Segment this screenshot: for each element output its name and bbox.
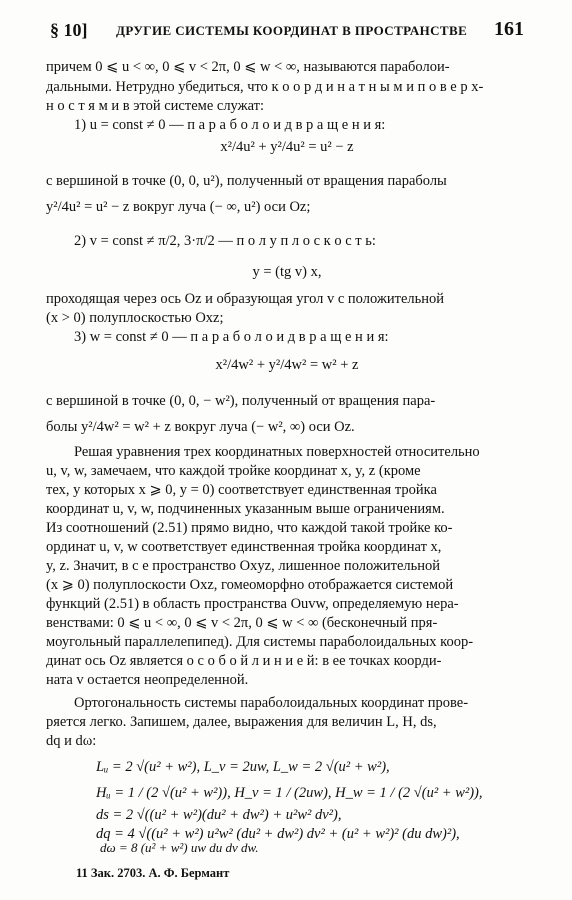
- text-line: (x ⩾ 0) полуплоскости Oxz, гомеоморфно отображается системой: [46, 577, 454, 593]
- formula-h-coefficients: Hᵤ = 1 / (2 √(u² + w²)), H_v = 1 / (2uw), H_w = 1 / (2 √(u² + w²)),: [96, 785, 483, 801]
- text-line: 1) u = const ≠ 0 — п а р а б о л о и д в р а щ е н и я:: [74, 117, 386, 133]
- text-line: причем 0 ⩽ u < ∞, 0 ⩽ v < 2π, 0 ⩽ w < ∞, называются параболои-: [46, 59, 450, 75]
- chapter-title: ДРУГИЕ СИСТЕМЫ КООРДИНАТ В ПРОСТРАНСТВЕ: [116, 23, 468, 38]
- text-line: ряется легко. Запишем, далее, выражения для величин L, H, ds,: [46, 714, 437, 730]
- text-line: 2) v = const ≠ π/2, 3·π/2 — п о л у п л о с к о с т ь:: [74, 233, 376, 249]
- text-line: тех, у которых x ⩾ 0, y = 0) соответствует единственная тройка: [46, 482, 437, 498]
- text-line: u, v, w, замечаем, что каждой тройке координат x, y, z (кроме: [46, 463, 421, 479]
- text-line: динат ось Oz является о с о б о й л и н и е й: в ее точках коорди-: [46, 653, 442, 669]
- text-line: координат u, v, w, подчиненных указанным выше ограничениям.: [46, 501, 445, 517]
- text-line: с вершиной в точке (0, 0, u²), полученный от вращения параболы: [46, 173, 447, 189]
- text-line: y, z. Значит, в с е пространство Oxyz, лишенное положительной: [46, 558, 441, 574]
- text-line: дальными. Нетрудно убедиться, что к о о р д и н а т н ы м и п о в е р х-: [46, 79, 484, 95]
- page-number: 161: [494, 18, 524, 40]
- formula-dq: dq = 4 √((u² + w²) u²w² (du² + dw²) dv² + (u² + w²)² (du dw)²),: [96, 826, 460, 842]
- text-line: ната v остается неопределенной.: [46, 672, 249, 688]
- text-line: ординат u, v, w соответствует единственная тройка координат x,: [46, 539, 442, 555]
- running-header: [46, 16, 526, 44]
- formula-domega: dω = 8 (u² + w²) uw du dv dw.: [100, 840, 259, 855]
- section-number: § 10]: [50, 20, 88, 40]
- text-line: (x > 0) полуплоскостью Oxz;: [46, 310, 224, 326]
- text-line: функций (2.51) в область пространства Ouvw, определяемую нера-: [46, 596, 459, 612]
- formula-line: x²/4w² + y²/4w² = w² + z: [215, 357, 359, 373]
- text-line: y²/4u² = u² − z вокруг луча (− ∞, u²) оси Oz;: [46, 199, 311, 215]
- text-line: Из соотношений (2.51) прямо видно, что каждой такой тройке ко-: [46, 520, 453, 536]
- formula-lame-coefficients: Lᵤ = 2 √(u² + w²), L_v = 2uw, L_w = 2 √(u² + w²),: [96, 759, 390, 775]
- text-line: с вершиной в точке (0, 0, − w²), полученный от вращения пара-: [46, 393, 436, 409]
- formula-line: x²/4u² + y²/4u² = u² − z: [220, 139, 354, 155]
- text-line: моугольный параллелепипед). Для системы параболоидальных коор-: [46, 634, 474, 650]
- formula-line: y = (tg v) x,: [252, 264, 322, 280]
- text-line: проходящая через ось Oz и образующая угол v с положительной: [46, 291, 445, 307]
- formula-ds: ds = 2 √((u² + w²)(du² + dw²) + u²w² dv²),: [96, 807, 342, 823]
- text-line: Решая уравнения трех координатных поверхностей относительно: [74, 444, 480, 460]
- text-line: 3) w = const ≠ 0 — п а р а б о л о и д в р а щ е н и я:: [74, 329, 389, 345]
- text-line: болы y²/4w² = w² + z вокруг луча (− w², ∞) оси Oz.: [46, 419, 355, 435]
- printer-footer: 11 Зак. 2703. А. Ф. Бермант: [76, 866, 230, 880]
- text-line: н о с т я м и в этой системе служат:: [46, 98, 265, 114]
- text-line: Ортогональность системы параболоидальных координат прове-: [74, 695, 469, 711]
- text-line: dq и dω:: [46, 733, 97, 749]
- text-line: венствами: 0 ⩽ u < ∞, 0 ⩽ v < 2π, 0 ⩽ w < ∞ (бесконечный пря-: [46, 615, 438, 631]
